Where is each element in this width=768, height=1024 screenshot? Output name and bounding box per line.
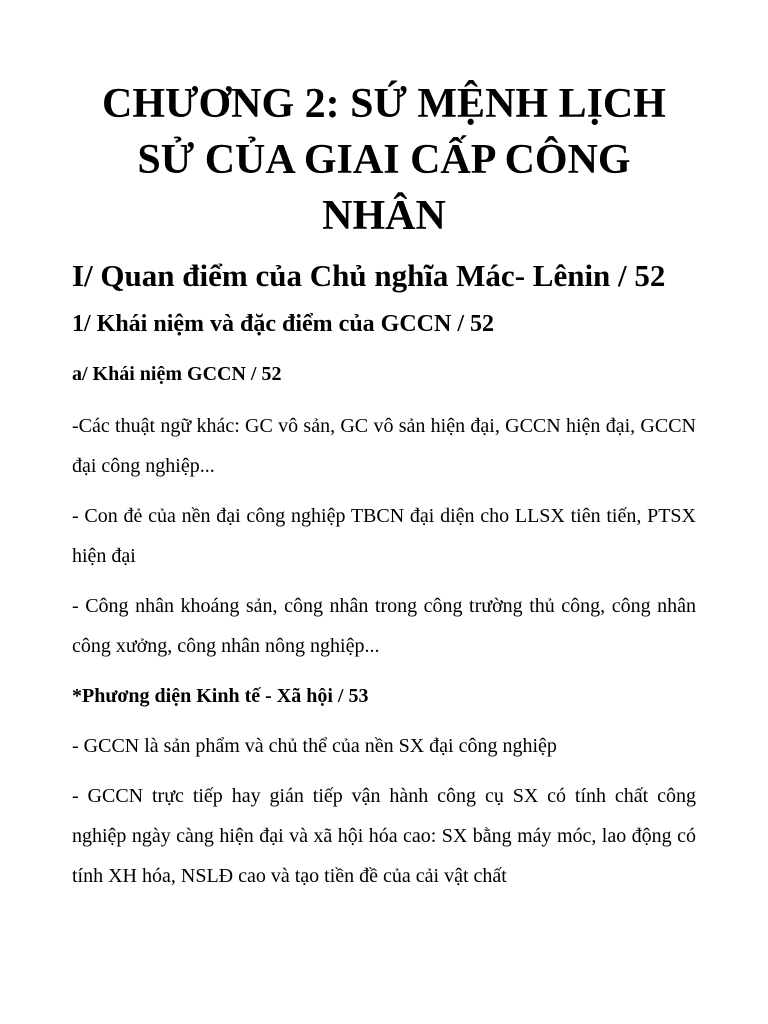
paragraph: - GCCN trực tiếp hay gián tiếp vận hành công cụ SX có tính chất công nghiệp ngày càng hiện đại và xã hội hóa cao: SX bằng máy móc, lao động có tính XH hóa, NSLĐ cao và tạo tiền đề của cải vật chất: [72, 785, 696, 887]
aspect-heading: *Phương diện Kinh tế - Xã hội / 53: [72, 685, 369, 707]
subsubsection-heading: a/ Khái niệm GCCN / 52: [72, 363, 282, 385]
section-heading: I/ Quan điểm của Chủ nghĩa Mác- Lênin / 52: [72, 258, 666, 293]
paragraph: - Con đẻ của nền đại công nghiệp TBCN đại diện cho LLSX tiên tiến, PTSX hiện đại: [72, 505, 696, 567]
paragraph: - Công nhân khoáng sản, công nhân trong công trường thủ công, công nhân công xưởng, công nhân nông nghiệp...: [72, 595, 696, 657]
subsection-heading: 1/ Khái niệm và đặc điểm của GCCN / 52: [72, 311, 495, 337]
paragraph: - GCCN là sản phẩm và chủ thể của nền SX đại công nghiệp: [72, 735, 557, 757]
chapter-title: CHƯƠNG 2: SỨ MỆNH LỊCH SỬ CỦA GIAI CẤP CÔNG NHÂN: [102, 81, 666, 239]
paragraph: -Các thuật ngữ khác: GC vô sản, GC vô sản hiện đại, GCCN hiện đại, GCCN đại công nghiệp...: [72, 415, 696, 477]
